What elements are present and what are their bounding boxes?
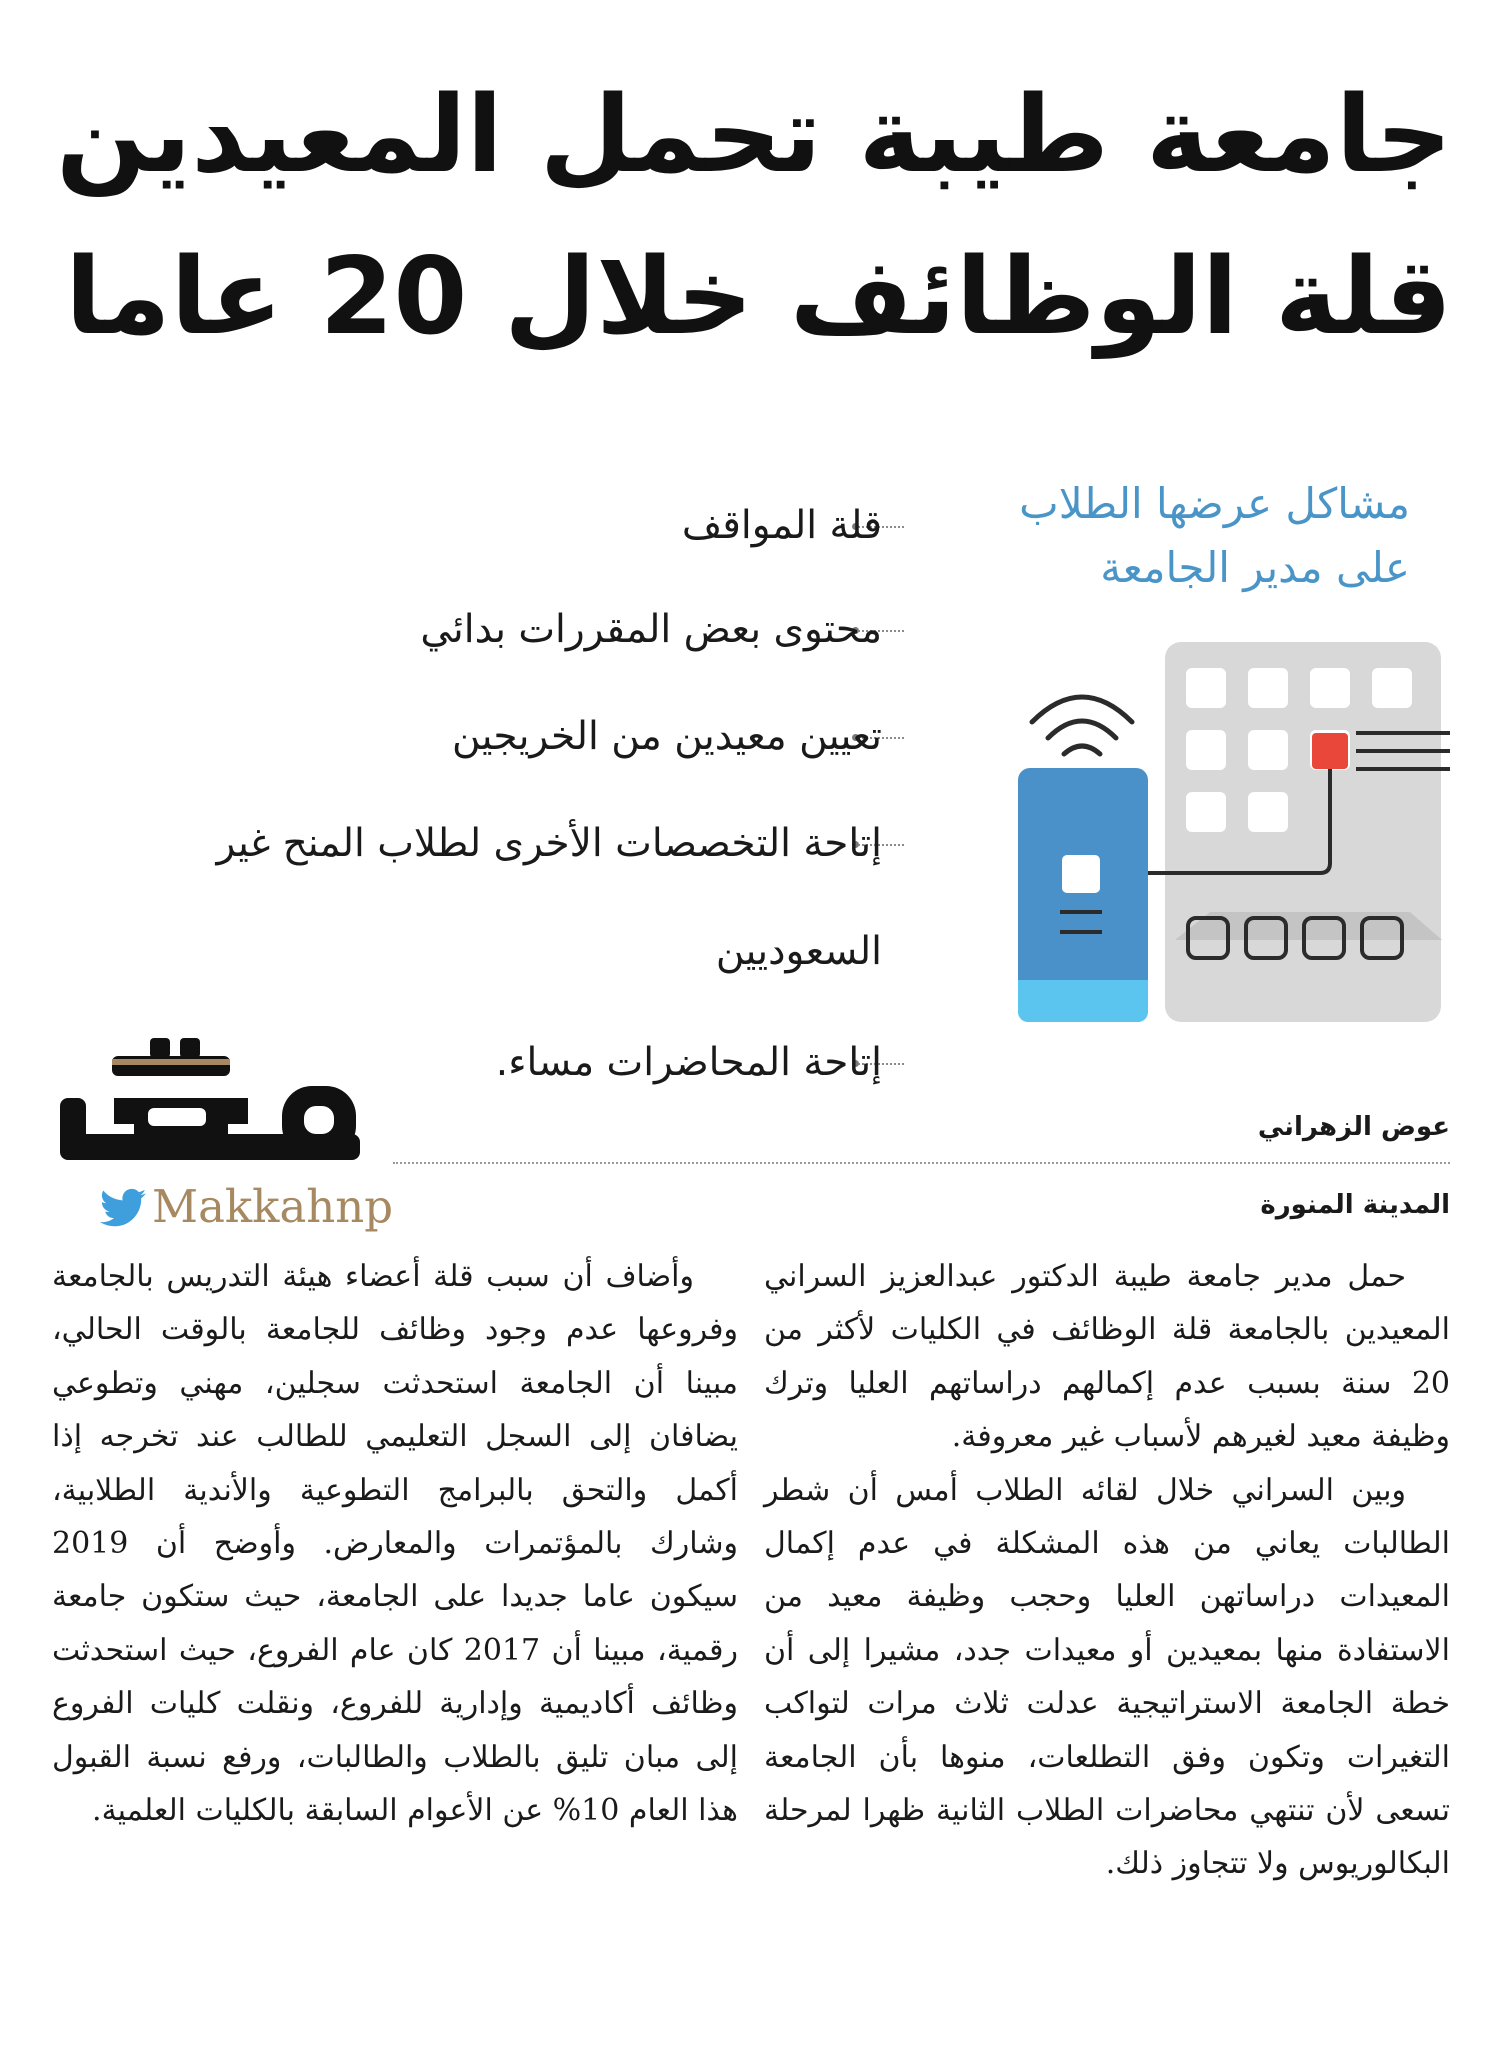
author-name: عوض الزهراني — [1257, 1112, 1450, 1142]
handle-text: Makkahnp — [152, 1180, 394, 1233]
makkah-logo — [50, 1038, 370, 1178]
social-handle[interactable] — [100, 1180, 393, 1234]
article-column-left — [52, 1250, 738, 1837]
twitter-icon — [100, 1188, 146, 1228]
campus-network-illustration — [1010, 630, 1450, 1030]
sidebar-title-line-2: على مدير الجامعة — [1100, 543, 1410, 592]
byline-divider — [393, 1162, 1450, 1164]
logo-text: مكة — [50, 1038, 52, 1039]
sidebar-title-line-1: مشاكل عرضها الطلاب — [1019, 479, 1410, 528]
headline-line-1: جامعة طيبة تحمل المعيدين — [56, 73, 1452, 196]
phone-screen-square — [1062, 855, 1100, 893]
wifi-icon — [1032, 697, 1132, 754]
problem-item: تعيين معيدين من الخريجين — [451, 714, 882, 759]
problem-item-continued: السعوديين — [715, 929, 882, 974]
article-paragraph: وبين السراني خلال لقائه الطلاب أمس أن شطر الطالبات يعاني من هذه المشكلة في عدم إكمال المعيدات دراساتهن العليا وحجب وظيفة معيد من الاستفادة منها بمعيدين أو معيدات جدد، مشيرا إلى أن خطة الجامعة الاستراتيجية عدلت ثلاث مرات لتواكب التغيرات وتكون وفق التطلعات، منوها بأن الجامعة تسعى لأن تنتهي محاضرات الطلاب الثانية ظهرا لمرحلة البكالوريوس ولا تتجاوز ذلك. — [764, 1472, 1450, 1882]
problem-item: محتوى بعض المقررات بدائي — [420, 607, 882, 652]
problem-item: إتاحة المحاضرات مساء. — [495, 1040, 882, 1085]
dateline-location: المدينة المنورة — [1260, 1190, 1450, 1220]
highlight-window — [1312, 733, 1348, 769]
headline-line-2: قلة الوظائف خلال 20 عاما — [65, 235, 1452, 358]
article-column-right — [764, 1250, 1450, 1891]
problem-item: قلة المواقف — [681, 503, 882, 548]
problem-item: إتاحة التخصصات الأخرى لطلاب المنح غير — [216, 821, 882, 866]
article-paragraph: حمل مدير جامعة طيبة الدكتور عبدالعزيز السراني المعيدين بالجامعة قلة الوظائف في الكليات لأكثر من 20 سنة بسبب عدم إكمالهم دراساتهم العليا وترك وظيفة معيد لغيرهم لأسباب غير معروفة. — [764, 1259, 1450, 1455]
article-paragraph: وأضاف أن سبب قلة أعضاء هيئة التدريس بالجامعة وفروعها عدم وجود وظائف للجامعة بالوقت الحالي، مبينا أن الجامعة استحدثت سجلين، مهني وتطوعي يضافان إلى السجل التعليمي للطالب عند تخرجه إذا أكمل والتحق بالبرامج التطوعية والأندية الطلابية، وشارك بالمؤتمرات والمعارض. وأوضح أن 2019 سيكون عاما جديدا على الجامعة، حيث ستكون جامعة رقمية، مبينا أن 2017 كان عام الفروع، حيث استحدثت وظائف أكاديمية وإدارية للفروع، ونقلت كليات الفروع إلى مبان تليق بالطلاب والطالبات، ورفع نسبة القبول هذا العام 10% عن الأعوام السابقة بالكليات العلمية. — [52, 1259, 738, 1829]
